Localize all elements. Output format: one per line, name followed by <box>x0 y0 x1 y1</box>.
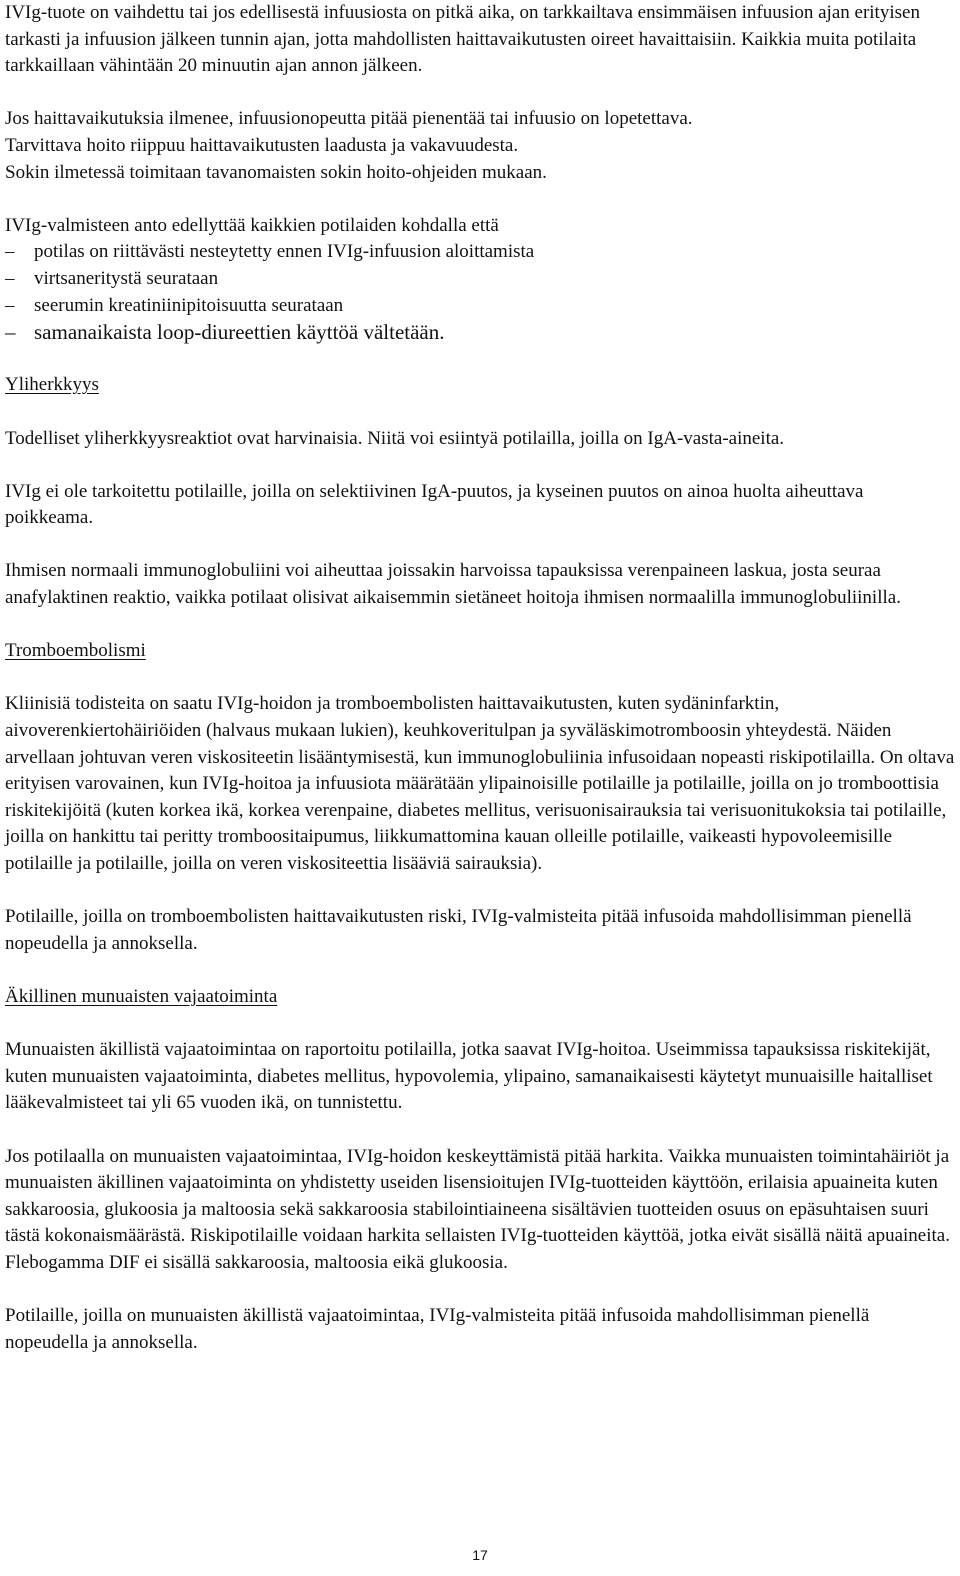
paragraph-hypersensitivity-1: Todelliset yliherkkyysreaktiot ovat harvinaisia. Niitä voi esiintyä potilailla, joilla on IgA-vasta-aineita. <box>5 427 785 449</box>
heading-hypersensitivity: Yliherkkyys <box>5 374 99 396</box>
list-item-text: virtsaneritystä seurataan <box>34 267 219 289</box>
paragraph-hypersensitivity-3: Ihmisen normaali immunoglobuliini voi aiheuttaa joissakin harvoissa tapauksissa verenpaineen laskua, josta seuraa anafylaktinen reaktio, vaikka potilaat olisivat aikaisemmin sietäneet hoitoja ihmisen normaalilla immunoglobuliinilla. <box>5 560 901 609</box>
list-item-text: potilas on riittävästi nesteytetty ennen IVIg-infuusion aloittamista <box>34 241 535 263</box>
paragraph-adverse-reactions <box>5 106 955 186</box>
heading-thromboembolism: Tromboembolismi <box>5 640 146 662</box>
page-number: 17 <box>472 1547 488 1563</box>
paragraph-hypersensitivity-2: IVIg ei ole tarkoitettu potilaille, joilla on selektiivinen IgA-puutos, ja kyseinen puutos on ainoa huolta aiheuttava poikkeama. <box>5 480 864 529</box>
dash-bullet: – <box>5 320 16 345</box>
heading-acute-renal-failure: Äkillinen munuaisten vajaatoiminta <box>5 985 278 1007</box>
list-item <box>5 266 955 293</box>
paragraph-renal-3: Potilaille, joilla on munuaisten äkillistä vajaatoimintaa, IVIg-valmisteita pitää infusoida mahdollisimman pienellä nopeudella ja annoksella. <box>5 1305 870 1353</box>
paragraph-renal-1: Munuaisten äkillistä vajaatoimintaa on raportoitu potilailla, jotka saavat IVIg-hoitoa. Useimmissa tapauksissa riskitekijät, kuten munuaisten vajaatoiminta, diabetes mellitus, hypovolemia, ylipaino, samanaikaisesti käytetyt munuaisille haitalliset lääkevalmisteet tai yli 65 vuoden ikä, on tunnistettu. <box>5 1039 933 1114</box>
adverse-reactions-line-1: Jos haittavaikutuksia ilmenee, infuusionopeutta pitää pienentää tai infuusio on lopetettava. <box>5 108 693 130</box>
adverse-reactions-line-3: Sokin ilmetessä toimitaan tavanomaisten sokin hoito-ohjeiden mukaan. <box>5 161 547 183</box>
list-item-text: samanaikaista loop-diureettien käyttöä vältetään. <box>34 320 445 345</box>
paragraph-requirements <box>5 213 955 346</box>
list-item <box>5 239 955 266</box>
dash-bullet: – <box>5 267 15 289</box>
dash-bullet: – <box>5 241 15 263</box>
dash-bullet: – <box>5 294 15 316</box>
adverse-reactions-line-2: Tarvittava hoito riippuu haittavaikutusten laadusta ja vakavuudesta. <box>5 134 519 156</box>
list-item <box>5 293 955 320</box>
list-item <box>5 319 955 346</box>
paragraph-thromboembolism-1: Kliinisiä todisteita on saatu IVIg-hoidon ja tromboembolisten haittavaikutusten, kuten sydäninfarktin, aivoverenkiertohäiriöiden (halvaus mukaan lukien), keuhkoveritulpan ja syväläskimotromboosin yhteydestä. Näiden arvellaan johtuvan veren viskositeetin lisääntymisestä, kun immunoglobuliinia infusoidaan nopeasti riskipotilailla. On oltava erityisen varovainen, kun IVIg-hoitoa ja infuusiota määrätään ylipainoisille potilaille ja potilaille, joilla on jo tromboottisia riskitekijöitä (kuten korkea ikä, korkea verenpaine, diabetes mellitus, verisuonisairauksia tai verisuonitukoksia tai potilaille, joilla on hankittu tai peritty tromboositaipumus, liikkumattomina kauan olleille potilaille, vaikeasti hypovoleemisille potilaille ja potilaille, joilla on veren viskositeettia lisääviä sairauksia). <box>5 693 955 874</box>
paragraph-renal-2: Jos potilaalla on munuaisten vajaatoimintaa, IVIg-hoidon keskeyttämistä pitää harkita. Vaikka munuaisten toimintahäiriöt ja munuaisten äkillinen vajaatoiminta on yhdistetty useiden lisensioitujen IVIg-tuotteiden käyttöön, erilaisia apuaineita kuten sakkaroosia, glukoosia ja maltoosia sekä sakkaroosia stabilointiaineena sisältävien tuotteiden osuus on epäsuhtaisen suuri tästä kokonaismäärästä. Riskipotilaille voidaan harkita sellaisten IVIg-tuotteiden käyttöä, jotka eivät sisällä näitä apuaineita. Flebogamma DIF ei sisällä sakkaroosia, maltoosia eikä glukoosia. <box>5 1145 950 1273</box>
requirements-intro: IVIg-valmisteen anto edellyttää kaikkien potilaiden kohdalla että <box>5 214 499 236</box>
requirements-list <box>5 239 955 345</box>
list-item-text: seerumin kreatiniinipitoisuutta seurataan <box>34 294 344 316</box>
document-body <box>5 0 955 1383</box>
paragraph-monitoring: IVIg-tuote on vaihdettu tai jos edellisestä infuusiosta on pitkä aika, on tarkkailtava ensimmäisen infuusion ajan erityisen tarkasti ja infuusion jälkeen tunnin ajan, jotta mahdollisten haittavaikutusten oireet havaittaisiin. Kaikkia muita potilaita tarkkaillaan vähintään 20 minuutin ajan annon jälkeen. <box>5 2 920 77</box>
paragraph-thromboembolism-2: Potilaille, joilla on tromboembolisten haittavaikutusten riski, IVIg-valmisteita pitää infusoida mahdollisimman pienellä nopeudella ja annoksella. <box>5 906 912 954</box>
